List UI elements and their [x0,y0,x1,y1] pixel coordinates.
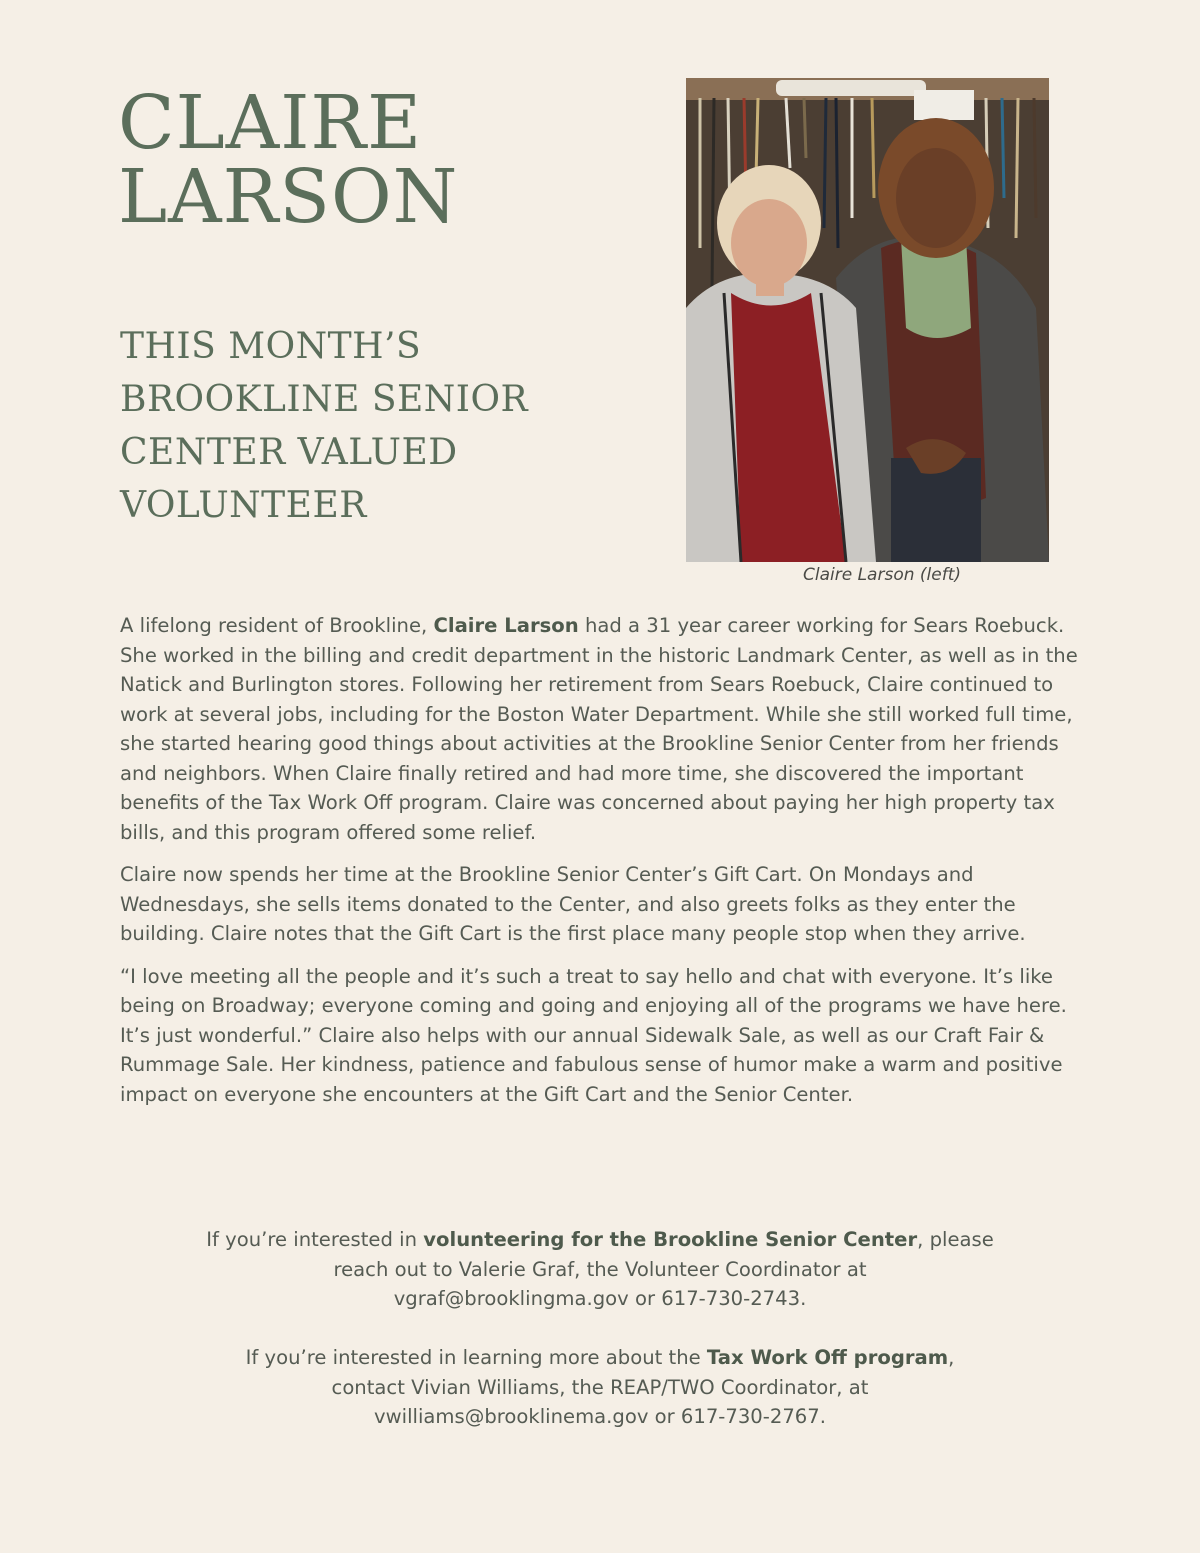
contact-line: contact Vivian Williams, the REAP/TWO Coordinator, at [331,1375,869,1399]
paragraph-rest: had a 31 year career working for Sears Roebuck. She worked in the billing and credit department in the historic Landmark Center, as well as in the Natick and Burlington stores. Following her retirement from Sears Roebuck, Claire continued to work at several jobs, including for the Boston Water Department. While she still worked full time, she started hearing good things about activities at the Brookline Senior Center from her friends and neighbors. When Claire finally retired and had more time, she discovered the important benefits of the Tax Work Off program. Claire was concerned about paying her high property tax bills, and this program offered some relief. [120,614,1078,844]
contact-line [120,1225,1080,1255]
article-paragraph: Claire now spends her time at the Brookline Senior Center’s Gift Cart. On Mondays and Wednesdays, she sells items donated to the Center, and also greets folks as they enter the building. Claire notes that the Gift Cart is the first place many people stop when they arrive. [120,863,1026,945]
subtitle-line-3: CENTER VALUED [120,432,458,473]
subtitle-line-4: VOLUNTEER [120,485,367,526]
volunteer-name-bold: Claire Larson [433,614,579,637]
contact-line: reach out to Valerie Graf, the Volunteer Coordinator at [333,1257,867,1281]
title-line-last: LARSON [118,154,459,240]
contact-email-phone[interactable]: vwilliams@brooklinema.gov or 617-730-2767. [374,1405,826,1428]
contact-line [120,1343,1080,1373]
contact-bold: volunteering for the Brookline Senior Center [423,1228,918,1251]
contact-pre: If you’re interested in learning more about the [245,1346,707,1369]
article-body [120,611,1090,1122]
contact-pre: If you’re interested in [206,1228,424,1251]
subtitle-line-1: THIS MONTH’S [120,326,422,367]
contact-email-phone[interactable]: vgraf@brooklingma.gov or 617-730-2743. [393,1287,807,1310]
feature-subtitle [120,320,590,532]
tax-program-contact-info [120,1343,1080,1432]
article-paragraph [120,611,1090,847]
subtitle-line-2: BROOKLINE SENIOR [120,379,529,420]
volunteer-name-title [118,80,459,240]
contact-post: , [948,1346,955,1369]
article-paragraph: “I love meeting all the people and it’s such a treat to say hello and chat with everyone. It’s like being on Broadway; everyone coming and going and enjoying all of the programs we have here. It’s just wonderful.” Claire also helps with our annual Sidewalk Sale, as well as our Craft Fair & Rummage Sale. Her kindness, patience and fabulous sense of humor make a warm and positive impact on everyone she encounters at the Gift Cart and the Senior Center. [120,964,1067,1106]
contact-post: , please [917,1228,994,1251]
volunteer-contact-info [120,1225,1080,1314]
paragraph-intro: A lifelong resident of Brookline, [120,614,434,637]
title-line-first: CLAIRE [118,80,423,166]
photo-caption: Claire Larson (left) [803,565,961,585]
volunteer-photo [686,78,1049,562]
contact-bold: Tax Work Off program [706,1346,949,1369]
